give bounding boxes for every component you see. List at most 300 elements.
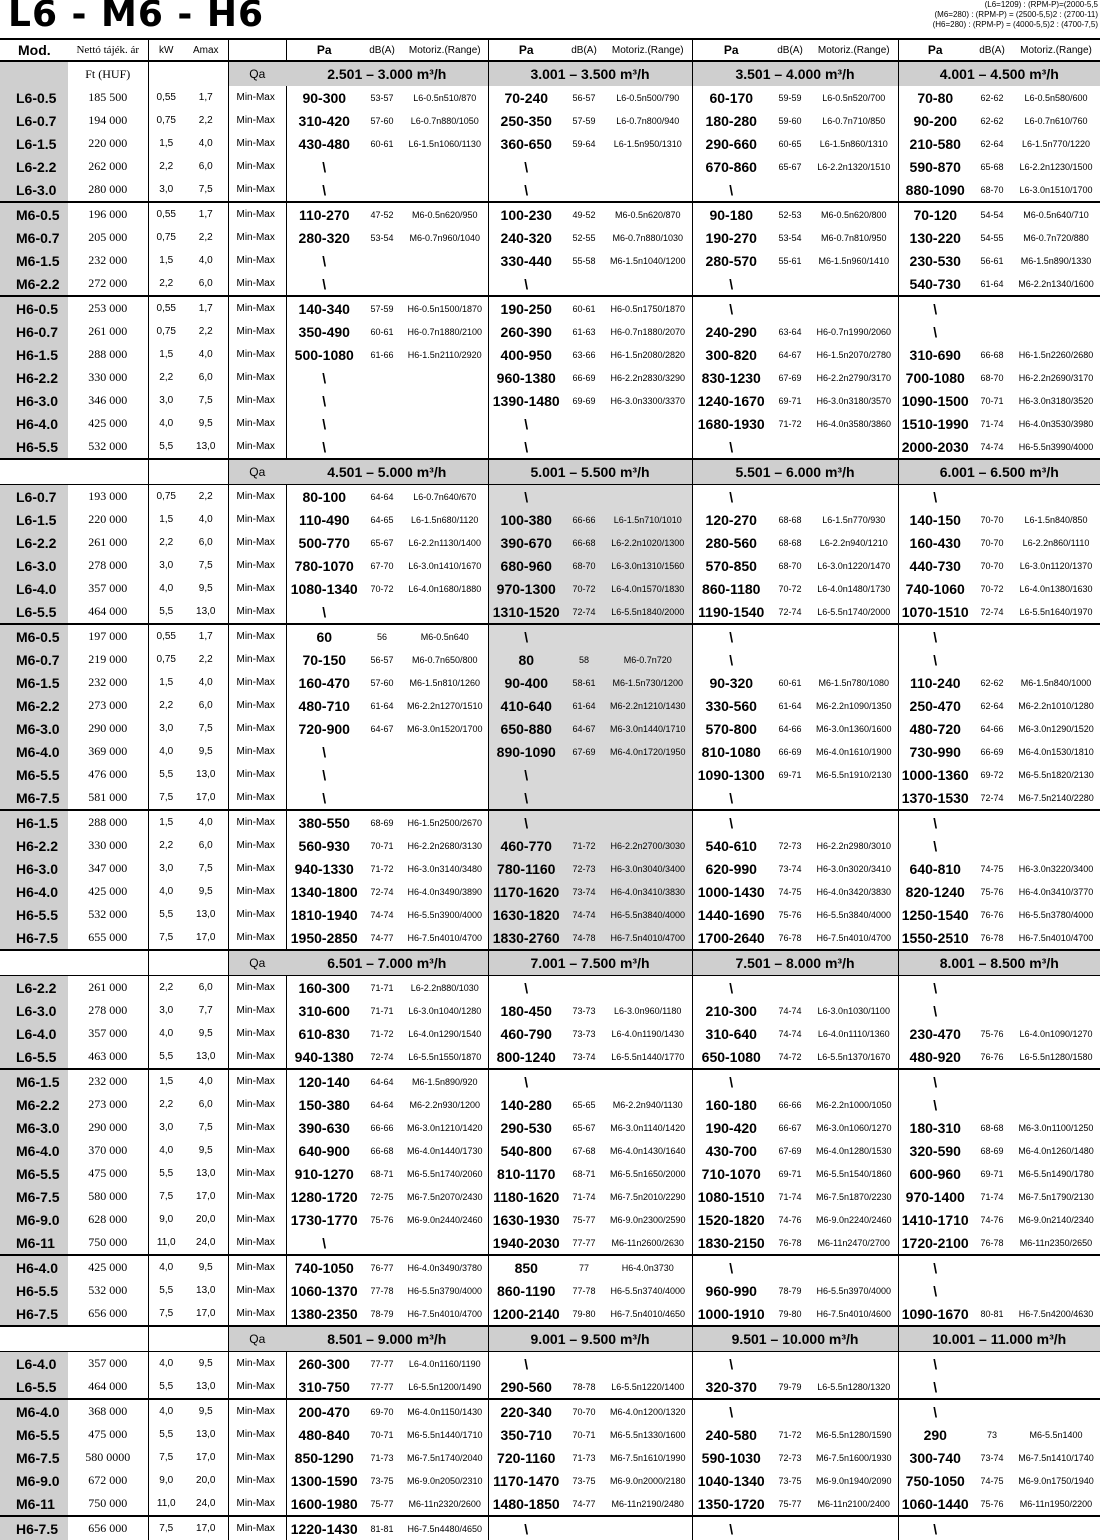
price-cell: 357 000	[68, 1022, 148, 1045]
range-header: 5.501 – 6.000 m³/h	[692, 459, 898, 485]
motor-cell: L6-3.0n1220/1470	[810, 554, 898, 577]
col-motor-header-4: Motoriz.(Range)	[1012, 39, 1100, 61]
motor-cell: L6-2.2n1130/1400	[402, 531, 488, 554]
motor-cell	[604, 412, 692, 435]
db-cell	[770, 1516, 810, 1540]
motor-cell: M6-7.5n1610/1990	[604, 1446, 692, 1469]
price-cell: 273 000	[68, 694, 148, 717]
amax-cell: 7,5	[184, 389, 228, 412]
minmax-cell: Min-Max	[228, 1069, 286, 1093]
col-motor-header-1: Motoriz.(Range)	[402, 39, 488, 61]
minmax-cell: Min-Max	[228, 485, 286, 509]
db-cell: 74-77	[370, 932, 394, 943]
db-cell: 81-81	[362, 1516, 402, 1540]
motor-cell: M6-7.5n1870/2230	[810, 1185, 898, 1208]
motor-cell	[604, 178, 692, 202]
amax-cell: 4,0	[184, 508, 228, 531]
pa-cell: 310-750	[298, 1378, 350, 1395]
model-cell: H6-5.5	[0, 1279, 68, 1302]
pa-cell: \	[322, 743, 327, 760]
amax-cell: 9,5	[184, 1352, 228, 1376]
db-cell	[362, 366, 402, 389]
price-cell: 261 000	[68, 320, 148, 343]
motor-cell: H6-4.0n3410/3770	[1018, 886, 1094, 897]
price-cell: 288 000	[68, 343, 148, 366]
pa-cell: 210-300	[705, 1002, 757, 1019]
price-cell: 232 000	[68, 1069, 148, 1093]
motor-cell: M6-5.5n1440/1710	[402, 1423, 488, 1446]
pa-cell: \	[729, 651, 734, 668]
pa-cell: \	[729, 979, 734, 996]
pa-cell: 150-380	[298, 1096, 350, 1113]
pa-cell: 70-80	[917, 89, 954, 106]
motor-cell: L6-0.7n800/940	[604, 109, 692, 132]
minmax-cell: Min-Max	[228, 249, 286, 272]
model-cell: H6-0.7	[0, 320, 68, 343]
table-row	[0, 343, 1100, 366]
model-cell: L6-1.5	[0, 132, 68, 155]
amax-cell: 4,0	[184, 1069, 228, 1093]
motor-cell: M6-4.0n1260/1480	[1018, 1145, 1094, 1156]
db-cell: 65-68	[980, 161, 1004, 172]
pa-cell: \	[322, 766, 327, 783]
kw-cell: 5,5	[159, 441, 174, 452]
db-cell: 64-66	[980, 723, 1004, 734]
range-header: 8.001 – 8.500 m³/h	[898, 950, 1100, 976]
motor-cell: M6-9.0n1750/1940	[1018, 1475, 1094, 1486]
db-cell: 71-74	[572, 1191, 596, 1202]
model-cell: M6-1.5	[0, 671, 68, 694]
minmax-cell: Min-Max	[228, 1302, 286, 1326]
table-row	[0, 999, 1100, 1022]
model-cell: L6-2.2	[0, 155, 68, 178]
pa-cell: 1370-1530	[901, 789, 969, 806]
minmax-cell: Min-Max	[228, 202, 286, 226]
motor-cell: H6-0.5n1750/1870	[604, 296, 692, 320]
minmax-cell: Min-Max	[228, 155, 286, 178]
pa-cell: 650-1080	[701, 1048, 761, 1065]
pa-cell: 70-240	[504, 89, 549, 106]
db-cell: 65-67	[370, 537, 394, 548]
kw-cell: 0,75	[156, 491, 176, 502]
col-pa-header-2: Pa	[488, 39, 564, 61]
db-cell: 71-73	[572, 1452, 596, 1463]
db-cell	[770, 976, 810, 1000]
db-cell	[972, 1255, 1012, 1279]
amax-cell: 4,0	[184, 810, 228, 834]
motor-cell: M6-3.0n1440/1710	[604, 717, 692, 740]
price-cell: 368 000	[68, 1399, 148, 1423]
pa-cell: 730-990	[909, 743, 961, 760]
motor-cell: M6-0.7n810/950	[810, 226, 898, 249]
db-cell: 71-72	[778, 1429, 802, 1440]
page-title: L6 - M6 - H6	[8, 0, 265, 35]
db-cell: 68-70	[980, 372, 1004, 383]
table-row	[0, 249, 1100, 272]
db-cell: 73-74	[572, 1051, 596, 1062]
minmax-cell: Min-Max	[228, 508, 286, 531]
pa-cell: 960-990	[705, 1282, 757, 1299]
motor-cell: H6-3.0n3040/3400	[604, 857, 692, 880]
pa-cell: 500-1080	[294, 346, 354, 363]
range-header: 8.501 – 9.000 m³/h	[286, 1326, 488, 1352]
pa-cell: 460-770	[488, 834, 564, 857]
amax-cell: 6,0	[184, 531, 228, 554]
db-cell: 59-64	[572, 138, 596, 149]
pa-cell: 890-1090	[488, 740, 564, 763]
amax-cell: 6,0	[184, 366, 228, 389]
pa-cell: 1090-1670	[901, 1305, 969, 1322]
pa-cell: 1300-1590	[290, 1472, 358, 1489]
db-cell: 73-75	[370, 1475, 394, 1486]
pa-cell: 650-880	[488, 717, 564, 740]
pa-cell: \	[729, 275, 734, 292]
motor-cell: M6-4.0n1610/1900	[810, 740, 898, 763]
minmax-cell: Min-Max	[228, 903, 286, 926]
db-cell: 74-75	[980, 1475, 1004, 1486]
db-cell: 77-78	[370, 1285, 394, 1296]
pa-cell: \	[488, 810, 564, 834]
pa-cell: 110-240	[909, 674, 961, 691]
range-header: 3.001 – 3.500 m³/h	[488, 61, 692, 86]
db-cell	[362, 389, 402, 412]
motor-cell	[402, 1231, 488, 1255]
db-cell: 71-71	[370, 1005, 394, 1016]
minmax-cell: Min-Max	[228, 1231, 286, 1255]
kw-cell: 5,5	[159, 1168, 174, 1179]
amax-cell: 13,0	[184, 1375, 228, 1399]
motor-cell: M6-3.0n1360/1600	[810, 717, 898, 740]
table-row	[0, 178, 1100, 202]
kw-cell: 5,5	[159, 1285, 174, 1296]
motor-cell	[604, 155, 692, 178]
pa-cell: 160-300	[298, 979, 350, 996]
pa-cell: 570-850	[705, 557, 757, 574]
pa-cell: 1350-1720	[697, 1495, 765, 1512]
pa-cell: 120-270	[705, 511, 757, 528]
db-cell: 69-70	[362, 1399, 402, 1423]
price-cell: 272 000	[68, 272, 148, 296]
kw-cell: 2,2	[159, 1099, 174, 1110]
motor-cell: M6-0.7n960/1040	[402, 226, 488, 249]
db-cell: 79-80	[572, 1308, 596, 1319]
pa-cell: 2000-2030	[901, 438, 969, 455]
motor-cell: M6-9.0n2140/2340	[1018, 1214, 1094, 1225]
price-cell: 273 000	[68, 1093, 148, 1116]
amax-cell: 7,5	[184, 857, 228, 880]
pa-cell: 300-820	[705, 346, 757, 363]
motor-cell: M6-0.5n620/800	[810, 202, 898, 226]
pa-cell: 430-480	[298, 135, 350, 152]
model-cell: L6-5.5	[0, 1045, 68, 1069]
pa-cell: 310-600	[298, 1002, 350, 1019]
kw-cell: 5,5	[159, 606, 174, 617]
amax-cell: 13,0	[184, 763, 228, 786]
motor-cell	[1012, 1375, 1100, 1399]
table-row	[0, 202, 1100, 226]
kw-cell: 7,5	[148, 1516, 184, 1540]
db-cell	[972, 1279, 1012, 1302]
motor-cell	[810, 296, 898, 320]
minmax-cell: Min-Max	[228, 1399, 286, 1423]
table-row	[0, 810, 1100, 834]
pa-cell: \	[933, 837, 938, 854]
kw-cell: 1,5	[159, 514, 174, 525]
motor-cell: H6-0.5n1500/1870	[402, 296, 488, 320]
pa-cell: \	[692, 1516, 770, 1540]
kw-cell: 1,5	[159, 255, 174, 266]
price-cell: 197 000	[68, 624, 148, 648]
price-cell: 194 000	[68, 109, 148, 132]
pa-cell: 460-790	[500, 1025, 552, 1042]
amax-cell: 20,0	[184, 1469, 228, 1492]
amax-cell: 9,5	[184, 1139, 228, 1162]
amax-cell: 9,5	[184, 740, 228, 763]
col-price-header: Nettó tájék. ár	[68, 39, 148, 61]
range-blank-2	[148, 1326, 184, 1352]
db-cell: 52-53	[770, 202, 810, 226]
price-cell: 476 000	[68, 763, 148, 786]
table-row	[0, 857, 1100, 880]
kw-cell: 9,0	[159, 1475, 174, 1486]
pa-cell: \	[322, 275, 327, 292]
minmax-cell: Min-Max	[228, 343, 286, 366]
model-cell: M6-9.0	[0, 1469, 68, 1492]
db-cell: 53-54	[370, 232, 394, 243]
motor-cell: M6-5.5n1400	[1029, 1429, 1083, 1440]
pa-cell: 310-420	[298, 112, 350, 129]
motor-cell: M6-2.2n1000/1050	[810, 1093, 898, 1116]
pa-cell: 140-150	[909, 511, 961, 528]
motor-cell: H6-1.5n2500/2670	[402, 810, 488, 834]
motor-cell: L6-4.0n1160/1190	[402, 1352, 488, 1376]
db-cell: 75-76	[980, 1498, 1004, 1509]
minmax-cell: Min-Max	[228, 1185, 286, 1208]
range-blank-2	[148, 459, 184, 485]
motor-cell	[810, 786, 898, 810]
motor-cell: M6-1.5n890/1330	[1020, 255, 1092, 266]
motor-cell: L6-1.5n710/1010	[604, 508, 692, 531]
db-cell: 57-59	[572, 115, 596, 126]
db-cell: 66-69	[778, 746, 802, 757]
kw-cell: 4,0	[159, 1145, 174, 1156]
range-header: 3.501 – 4.000 m³/h	[692, 61, 898, 86]
db-cell: 49-52	[564, 202, 604, 226]
price-cell: 232 000	[68, 671, 148, 694]
db-cell	[564, 1069, 604, 1093]
minmax-cell: Min-Max	[228, 1446, 286, 1469]
pa-cell: 810-1170	[497, 1165, 556, 1182]
price-cell: 278 000	[68, 999, 148, 1022]
price-cell: 656 000	[68, 1302, 148, 1326]
price-cell: 220 000	[68, 132, 148, 155]
pa-cell: 60	[286, 624, 362, 648]
table-row	[0, 880, 1100, 903]
price-cell: 464 000	[68, 600, 148, 624]
db-cell	[564, 976, 604, 1000]
db-cell: 73-75	[572, 1475, 596, 1486]
range-row	[0, 459, 1100, 485]
kw-cell: 7,5	[159, 792, 174, 803]
model-cell: M6-2.2	[0, 694, 68, 717]
amax-cell: 7,5	[184, 178, 228, 202]
pa-cell: 1060-1370	[290, 1282, 358, 1299]
motor-cell: M6-2.2n1210/1430	[604, 694, 692, 717]
motor-cell	[604, 485, 692, 509]
pa-cell: 200-470	[286, 1399, 362, 1423]
db-cell: 64-64	[370, 1099, 394, 1110]
motor-cell: H6-0.7n1990/2060	[810, 320, 898, 343]
motor-cell	[1012, 320, 1100, 343]
amax-cell: 13,0	[184, 903, 228, 926]
pa-cell: 140-280	[500, 1096, 552, 1113]
motor-cell: H6-3.0n3140/3480	[402, 857, 488, 880]
amax-cell: 17,0	[184, 1516, 228, 1540]
amax-cell: 9,5	[184, 577, 228, 600]
model-cell: H6-4.0	[0, 880, 68, 903]
motor-cell	[604, 1069, 692, 1093]
motor-cell	[604, 435, 692, 459]
pa-cell: 960-1380	[496, 369, 556, 386]
db-cell: 74-76	[778, 1214, 802, 1225]
kw-cell: 4,0	[159, 583, 174, 594]
pa-cell: \	[322, 181, 327, 198]
motor-cell	[810, 485, 898, 509]
db-cell: 77	[564, 1255, 604, 1279]
pa-cell: 1630-1820	[488, 903, 564, 926]
model-cell: M6-7.5	[0, 1446, 68, 1469]
db-cell: 71-72	[370, 1028, 394, 1039]
db-cell: 70-71	[980, 395, 1004, 406]
db-cell: 62-62	[980, 115, 1004, 126]
kw-cell: 7,5	[159, 932, 174, 943]
minmax-cell: Min-Max	[228, 296, 286, 320]
pa-cell: 570-800	[705, 720, 757, 737]
range-blank-3	[184, 459, 228, 485]
table-row	[0, 1069, 1100, 1093]
db-cell: 75-77	[778, 1498, 802, 1509]
pa-cell: 250-470	[909, 697, 961, 714]
db-cell: 70-70	[980, 514, 1004, 525]
pa-cell: 1090-1500	[901, 392, 969, 409]
motor-cell: M6-7.5n1600/1930	[810, 1446, 898, 1469]
db-cell: 69-69	[572, 395, 596, 406]
model-cell: M6-0.5	[0, 202, 68, 226]
pa-cell: 1240-1670	[697, 392, 765, 409]
pa-cell: 1550-2510	[901, 929, 969, 946]
col-db-header-1: dB(A)	[362, 39, 402, 61]
pa-cell: 820-1240	[905, 883, 965, 900]
amax-cell: 9,5	[184, 1022, 228, 1045]
motor-cell	[402, 178, 488, 202]
minmax-cell: Min-Max	[228, 763, 286, 786]
db-cell	[362, 600, 402, 624]
db-cell: 68-68	[778, 537, 802, 548]
db-cell: 74-76	[980, 1214, 1004, 1225]
model-cell: M6-0.7	[0, 226, 68, 249]
pa-cell: 160-180	[705, 1096, 757, 1113]
range-header: 5.001 – 5.500 m³/h	[488, 459, 692, 485]
db-cell: 74-72	[778, 1051, 802, 1062]
motor-cell: L6-0.7n640/670	[402, 485, 488, 509]
motor-cell: L6-2.2n1020/1300	[604, 531, 692, 554]
minmax-cell: Min-Max	[228, 109, 286, 132]
db-cell	[972, 320, 1012, 343]
db-cell: 72-74	[370, 1051, 394, 1062]
minmax-cell: Min-Max	[228, 1116, 286, 1139]
motor-cell: H6-7.5n4200/4630	[1018, 1308, 1094, 1319]
pa-cell: 100-230	[488, 202, 564, 226]
pa-cell: \	[729, 789, 734, 806]
pa-cell: 1830-2760	[488, 926, 564, 950]
model-cell: M6-11	[0, 1492, 68, 1516]
kw-cell: 2,2	[159, 840, 174, 851]
db-cell: 77-77	[572, 1237, 596, 1248]
motor-cell: M6-9.0n2300/2590	[604, 1208, 692, 1231]
range-header: 9.001 – 9.500 m³/h	[488, 1326, 692, 1352]
db-cell: 75-76	[370, 1214, 394, 1225]
pa-cell: 350-710	[500, 1426, 552, 1443]
db-cell: 78-79	[778, 1285, 802, 1296]
db-cell: 72-74	[980, 792, 1004, 803]
minmax-cell: Min-Max	[228, 648, 286, 671]
table-row	[0, 577, 1100, 600]
motor-cell: L6-3.0n1310/1560	[604, 554, 692, 577]
kw-cell: 11,0	[156, 1237, 176, 1248]
motor-cell: L6-1.5n770/930	[810, 508, 898, 531]
db-cell: 73-75	[778, 1475, 802, 1486]
motor-cell	[402, 786, 488, 810]
price-cell: 262 000	[68, 155, 148, 178]
pa-cell: 1000-1360	[901, 766, 969, 783]
db-cell	[770, 178, 810, 202]
price-cell: 232 000	[68, 249, 148, 272]
db-cell: 60-61	[564, 296, 604, 320]
col-db-header-3: dB(A)	[770, 39, 810, 61]
pa-cell: \	[524, 1355, 529, 1372]
db-cell	[564, 178, 604, 202]
db-cell: 70-70	[980, 560, 1004, 571]
db-cell	[564, 435, 604, 459]
db-cell: 76-78	[778, 932, 802, 943]
range-blank-2	[148, 950, 184, 976]
motor-cell	[810, 1352, 898, 1376]
kw-cell: 5,5	[159, 1051, 174, 1062]
range-blank	[68, 950, 148, 976]
pa-cell: 1480-1850	[492, 1495, 560, 1512]
pa-cell: \	[729, 1355, 734, 1372]
table-row	[0, 834, 1100, 857]
db-cell: 71-72	[370, 863, 394, 874]
kw-cell: 0,75	[156, 232, 176, 243]
motor-cell: M6-0.5n640/710	[1012, 202, 1100, 226]
motor-cell	[1012, 1093, 1100, 1116]
pa-cell: 160-470	[298, 674, 350, 691]
pa-cell: 1680-1930	[697, 415, 765, 432]
db-cell: 69-71	[778, 1168, 802, 1179]
motor-cell: M6-0.7n880/1030	[604, 226, 692, 249]
db-cell	[564, 1352, 604, 1376]
motor-cell: L6-0.5n520/700	[810, 86, 898, 109]
minmax-cell: Min-Max	[228, 1375, 286, 1399]
price-cell: 357 000	[68, 1352, 148, 1376]
amax-cell: 4,0	[184, 671, 228, 694]
motor-cell: L6-2.2n1230/1500	[1019, 161, 1093, 172]
table-row	[0, 740, 1100, 763]
model-cell: M6-5.5	[0, 1423, 68, 1446]
pa-cell: 1380-2350	[290, 1305, 358, 1322]
table-row	[0, 155, 1100, 178]
